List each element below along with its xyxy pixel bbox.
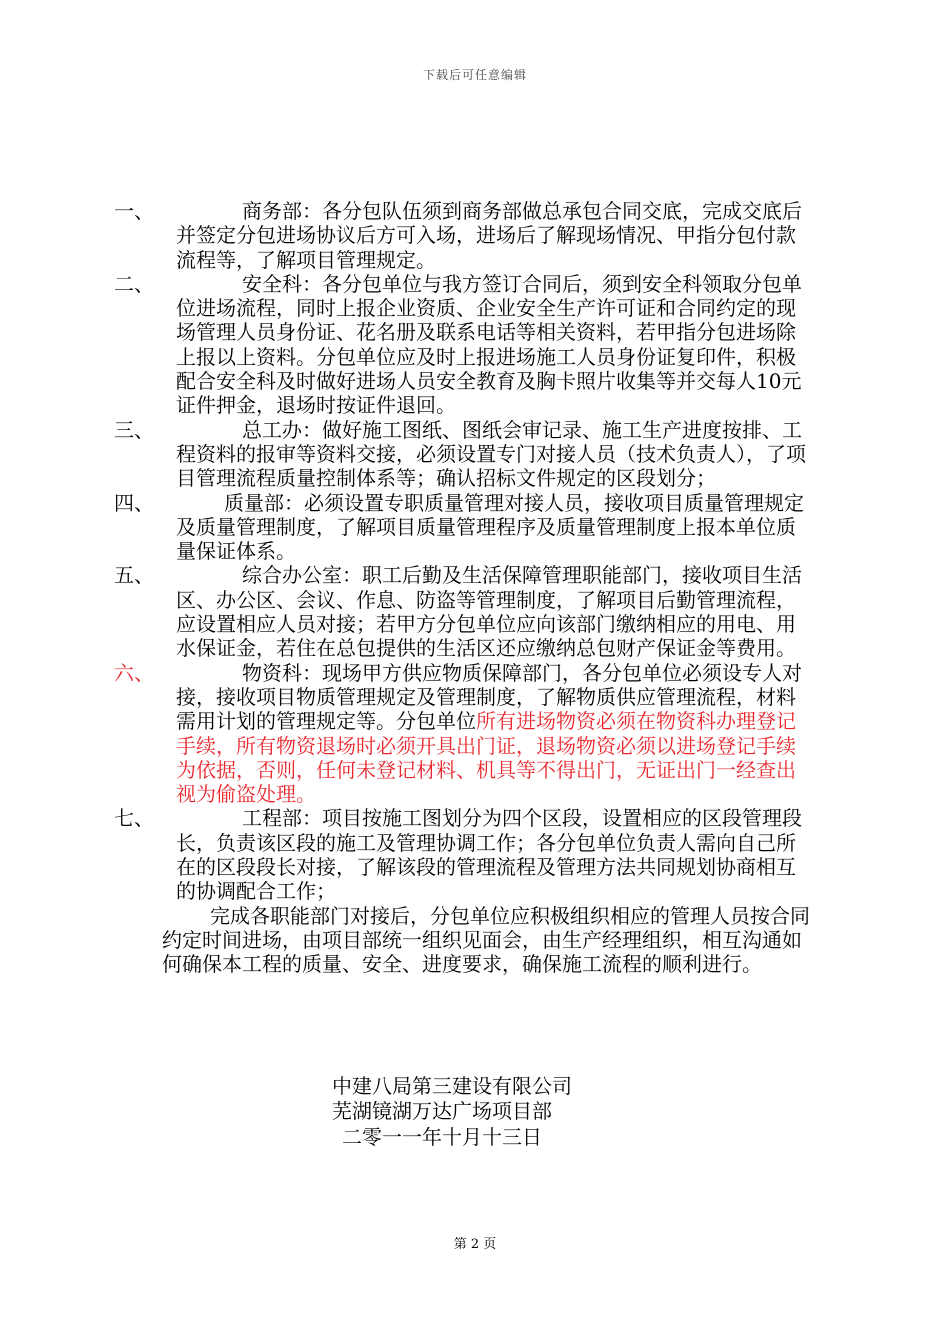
item-heading: 质量部：: [224, 490, 304, 515]
item-admin-office: [114, 563, 815, 661]
item-text: 必须设置专职质量管理对接人员，接收项目质量管理规定及质量管理制度，了解项目质量管理程序及质量管理制度上报本单位质量保证体系。: [176, 490, 804, 564]
item-safety: [114, 271, 815, 418]
item-text: 项目按施工图划分为四个区段，设置相应的区段管理段长，负责该区段的施工及管理协调工作；各分包单位负责人需向自己所在的区段段长对接，了解该段的管理流程及管理方法共同规划协商相互的协调配合工作；: [176, 806, 802, 904]
closing-text: 完成各职能部门对接后，分包单位应积极组织相应的管理人员按合同约定时间进场，由项目部统一组织见面会，由生产经理组织，相互沟通如何确保本工程的质量、安全、进度要求，确保施工流程的顺利进行。: [162, 903, 810, 977]
item-number: 一、: [114, 199, 154, 223]
item-text: 职工后勤及生活保障管理职能部门，接收项目生活区、办公区、会议、作息、防盗等管理制度，了解项目后勤管理流程，应设置相应人员对接；若甲方分包单位应向该部门缴纳相应的用电、用水保证金，若住在总包提供的生活区还应缴纳总包财产保证金等费用。: [176, 563, 802, 661]
item-number: 四、: [114, 490, 154, 515]
item-text: 现场甲方供应物质保障部门，各分包单位必须设专人对接，接收项目物质管理规定及管理制度，了解物质供应管理流程，材料需用计划的管理规定等。分包单位: [176, 660, 802, 734]
item-number: 七、: [114, 806, 154, 831]
signature-date: 二零一一年十月十三日: [342, 1125, 542, 1149]
item-text: 各分包队伍须到商务部做总承包合同交底，完成交底后并签定分包进场协议后方可入场，进场后了解现场情况、甲指分包付款流程等，了解项目管理规定。: [176, 199, 802, 272]
item-text: 做好施工图纸、图纸会审记录、施工生产进度按排、工程资料的报审等资料交接，必须设置专门对接人员（技术负责人），了项目管理流程质量控制体系等；确认招标文件规定的区段划分；: [176, 417, 806, 491]
item-engineering-office: [114, 417, 815, 491]
closing-paragraph: [145, 904, 815, 977]
item-number: 三、: [114, 417, 154, 442]
item-project-dept: [114, 806, 815, 904]
item-commerce: [114, 199, 815, 272]
item-text-highlight: 所有进场物资必须在物资科办理登记手续，所有物资退场时必须开具出门证，退场物资必须以进场登记手续为依据，否则，任何未登记材料、机具等不得出门，无证出门一经查出视为偷盗处理。: [176, 709, 796, 807]
item-heading: 安全科：: [242, 271, 322, 296]
item-number: 六、: [114, 660, 154, 685]
item-number: 五、: [114, 563, 154, 588]
item-heading: 总工办：: [242, 417, 322, 442]
item-quality: [114, 490, 815, 564]
item-text: 各分包单位与我方签订合同后，须到安全科领取分包单位进场流程，同时上报企业资质、企业安全生产许可证和合同约定的现场管理人员身份证、花名册及联系电话等相关资料，若甲指分包进场除上报以上资料。分包单位应及时上报进场施工人员身份证复印件，积极配合安全科及时做好进场人员安全教育及胸卡照片收集等并交每人10元证件押金，退场时按证件退回。: [176, 271, 802, 418]
signature-company: 中建八局第三建设有限公司: [332, 1074, 572, 1098]
item-heading: 综合办公室：: [242, 563, 362, 588]
item-number: 二、: [114, 271, 154, 296]
signature-project: 芜湖镜湖万达广场项目部: [332, 1099, 552, 1123]
item-heading: 商务部：: [242, 199, 322, 223]
document-body: [114, 199, 815, 977]
item-heading: 工程部：: [242, 806, 322, 831]
page-footer: 第 2 页: [453, 1237, 497, 1252]
page-header: 下载后可任意编辑: [422, 68, 527, 82]
item-materials: [114, 660, 815, 807]
item-heading: 物资科：: [242, 660, 322, 685]
